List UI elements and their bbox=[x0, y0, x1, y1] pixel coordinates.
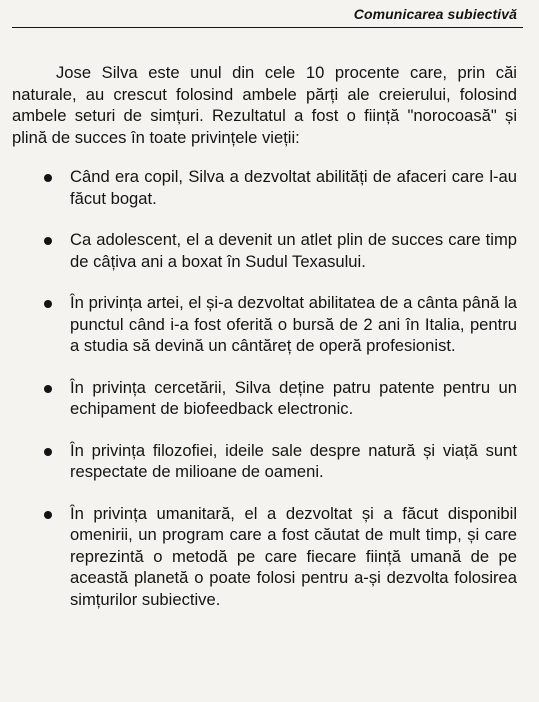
list-item bbox=[12, 503, 517, 611]
list-item-text: În privința umanitară, el a dezvoltat și a făcut disponibil omenirii, un program care a fost căutat de mult timp, și care reprezintă o metodă pe care fiecare ființă umană de pe această planetă o poate folosi pentru a-și dezvolta folosirea simțurilor subiective. bbox=[70, 503, 517, 609]
bullet-dot bbox=[44, 385, 52, 393]
list-item-text: Ca adolescent, el a devenit un atlet plin de succes care timp de câțiva ani a boxat în Sudul Texasului. bbox=[70, 230, 517, 271]
list-item bbox=[12, 166, 517, 209]
achievements-list bbox=[12, 166, 517, 610]
running-header-title: Comunicarea subiectivă bbox=[353, 6, 517, 22]
page-body bbox=[12, 62, 517, 610]
intro-paragraph: Jose Silva este unul din cele 10 procente care, prin căi naturale, au crescut folosind ambele părți ale creierului, folosind ambele seturi de simțuri. Rezultatul a fost o ființă "norocoasă" și plină de succes în toate privințele vieții: bbox=[12, 63, 517, 147]
list-item-text: În privința artei, el și-a dezvoltat abilitatea de a cânta până la punctul când i-a fost oferită o bursă de 2 ani în Italia, pentru a studia să devină un cântăreț de operă profesionist. bbox=[70, 293, 517, 355]
bullet-dot bbox=[44, 237, 52, 245]
bullet-dot bbox=[44, 174, 52, 182]
list-item bbox=[12, 292, 517, 357]
bullet-dot bbox=[44, 448, 52, 456]
list-item bbox=[12, 440, 517, 483]
bullet-dot bbox=[44, 511, 52, 519]
list-item bbox=[12, 377, 517, 420]
header-rule bbox=[12, 27, 523, 28]
list-item bbox=[12, 229, 517, 272]
list-item-text: În privința filozofiei, ideile sale despre natură și viață sunt respectate de milioane de oameni. bbox=[70, 440, 517, 481]
bullet-dot bbox=[44, 300, 52, 308]
list-item-text: În privința cercetării, Silva deține patru patente pentru un echipament de biofeedback electronic. bbox=[70, 377, 517, 418]
list-item-text: Când era copil, Silva a dezvoltat abilități de afaceri care l-au făcut bogat. bbox=[70, 167, 517, 208]
